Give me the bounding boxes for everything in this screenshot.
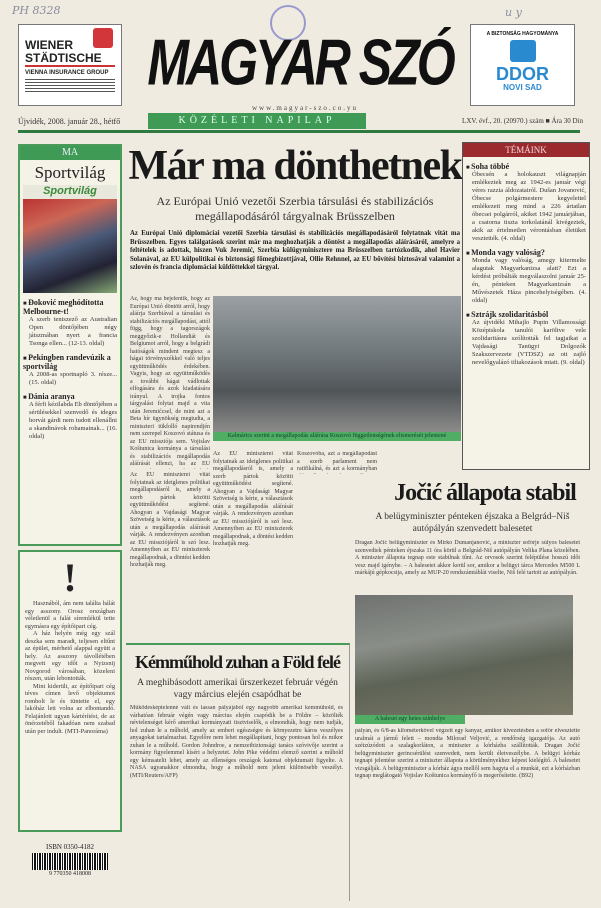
masthead-url: www.magyar-szo.co.yu bbox=[251, 104, 359, 112]
sport-item[interactable] bbox=[23, 353, 117, 387]
main-lead: Az Európai Unió diplomáciai vezetői Szerbia társulási és stabilizációs megállapodásáról folytatnak vitát ma Brüsszelben. Egyes találgatások szerint már ma meghozhatják a döntést a megállapodás aláírásáról, amelyre a feltételek is adottak, hiszen Vuk Jeremić, Szerbia külügyminisztere ma Brüsszelben tartózkodik, ahol Havier Solanával, az EU külpolitikai és biztonsági főmegbízottjával, Ollie Rehnnel, az EU bővítési biztosával valamint a szlovén és francia diplomáciai küldöttekkel tárgyal. bbox=[130, 230, 460, 271]
sport-item[interactable] bbox=[23, 298, 117, 348]
item-text: Az újvidéki Mihajlo Pupin Villamossági Középiskola tanulói karöltve vele szolidaritásra szólították fel tagjaikat a Vajdasági Tanügyi Dolgozók Szakszervezete (VTDSZ) az ott zajló nevelőgyalázó tiltakozások miatt. (9. oldal) bbox=[472, 319, 586, 366]
item-text: Monda vagy valóság, amegy kitermelte alagutak Magyarkanizsa alatt? Ezt a kérdést próbálták megválaszolni január 25-én, pénteken Magyarkanizsán a Művészetek Háza pincehelyiségében. (4. oldal) bbox=[472, 257, 586, 304]
topics-header: TÉMÁINK bbox=[463, 143, 589, 157]
topics-box bbox=[462, 142, 590, 470]
ad-line3: VIENNA INSURANCE GROUP bbox=[25, 70, 109, 76]
isbn-label: ISBN 0350-4182 bbox=[45, 843, 95, 851]
header-rule bbox=[18, 130, 580, 133]
main-deck: Az Európai Unió vezetői Szerbia társulási és stabilizációs megállapodásáról tárgyalnak Brüsszelben bbox=[156, 194, 434, 223]
barcode-digits: 9 770350 418008 bbox=[49, 871, 91, 877]
jocic-deck: A belügyminiszter pénteken éjszaka a Belgrád–Niš autópályán szenvedett balesetet bbox=[375, 512, 570, 534]
curiosity-box bbox=[18, 550, 122, 832]
jocic-body: pályán, és 6/8-as kilométerkővel végzett egy kanyar, amikor kivezetésben a sofőr elvesztette uralmát a jármű felett – mondta Milorad Veljović, a rendőrség igazgatója. Az autó szétzúzódott a szalagkorláton, a miniszter a kórházba szállították. Dragan Jočić belügyminiszter gerincsérülést szenvedett, nem került életveszélybe. A belügyi kórház tegnapi jelentése szerint a miniszter állapota a körülményekhez képest kielégítő. A balesetet vizsgálják. A belügyminiszter a kórház ágya mellől sem hagyta el a munkát, ezt a kórházban tegnap meglátogató Vojislav Koštunica kormányfő is megerősítette. (B92) bbox=[355, 728, 580, 779]
note-paragraph: Hasznából, ám nem találta hálát egy asszony. Orosz országban véletlenül a falát síremlékül tette egymásra egy építőipari cég. bbox=[25, 600, 115, 630]
sport-box-header: MA bbox=[20, 146, 120, 160]
ddor-city: NOVI SAD bbox=[503, 83, 542, 92]
sport-item[interactable] bbox=[23, 392, 117, 441]
exclamation-icon: ! bbox=[63, 555, 77, 600]
item-text: Óbecsén a holokauszt világnapján emlékeztek meg az 1942-es január végi véres razzia áldozatairól. Dušan Jovanović, Óbecse polgármestere kegyelettel emlékezett meg mind a 226 ártatlan óbecsei polgárról, akiket 1942 januárjában, a csatorna tiszta torkolatánál kivégeztek, akik az értelmetlen vérontásban életüket vesztették. (4. oldal) bbox=[472, 171, 586, 242]
sport-box bbox=[18, 144, 122, 546]
item-title: ■ Dánia aranya bbox=[23, 392, 117, 401]
item-text: A szerb teniszező az Australian Open döntőjében négy játszmában nyert a francia Tsonga ellen... (12-13. oldal) bbox=[29, 316, 117, 347]
main-column-1: Az, hogy ma bejelentik, hogy az Európai Unió döntött arról, hogy aláírja Szerbiával a társulási és stabilizációs megállapodást, attól függ, hogy a tagországok meggyőzik-e Hollandiát és Belgiumot arról, hogy a belgrádi hatóságok mindent megtesz a hágai törvényszékkel való teljes együttműködés érdekében. Vagyis, hogy az együttműködés a további hágai vádlottak elfogására és azok kiadatására irányul. A trojka fontos tárgyalást folytat majd a vita után Jeremićcsel, de mint azt a Beta hír ügynökség megtudta, a miniszteri tükfolló napirendjén nem szerepel Koszovó státusa és az EU missziója sem. Vojislav Koštunica kormánya a társulási és stabilizációs megállapodás aláírását ellenzi, ha az EU bbox=[130, 296, 210, 467]
item-title: ■ Pekingben randevúzik a sportvilág bbox=[23, 353, 117, 371]
masthead-subtitle: KÖZÉLETI NAPILAP bbox=[148, 113, 366, 129]
topic-item[interactable] bbox=[466, 248, 586, 305]
item-title: ■ Soha többé bbox=[466, 162, 586, 171]
ddor-ad bbox=[470, 24, 575, 106]
ddor-logo-icon bbox=[510, 40, 536, 62]
main-column-3: Koszovóba, azt a megállapodást a szerb parlament nem ratifikálná, és azt a kormányban bbox=[297, 451, 377, 472]
ad-fine-print bbox=[25, 79, 115, 93]
jocic-photo-caption: A baleset egy hetes színhelye bbox=[355, 715, 465, 724]
issue-date: Újvidék, 2008. január 28., hétfő bbox=[18, 117, 121, 126]
satellite-article bbox=[126, 643, 350, 901]
barcode bbox=[32, 853, 108, 870]
jocic-photo-highway bbox=[355, 595, 573, 715]
topic-item[interactable] bbox=[466, 162, 586, 243]
handwritten-note: PH 8328 bbox=[12, 4, 61, 17]
wiener-staedtische-ad bbox=[18, 24, 122, 106]
ddor-brand: DDOR bbox=[496, 64, 549, 84]
main-column-1b: Az EU miniszterei vitát folytatnak az ideiglenes politikai megállapodásról is, amely a szerb pártok közötti együttműködést segítené. Ahogyan a Vajdasági Magyar Szövetség is kérte, a választások után a megállapodás aláírását várják. A rendezvényen azonban az EU missziójáról is szó lesz. Amennyiben az EU miniszterek megállapodnak, a döntést kedden hozhatják meg. bbox=[130, 472, 210, 568]
satellite-deck: A meghibásodott amerikai űrszerkezet február végén vagy március elején csapódhat be bbox=[137, 678, 338, 700]
sportvilag-mag-logo: Sportvilág bbox=[23, 185, 117, 199]
ad-line2: STÄDTISCHE bbox=[25, 52, 115, 67]
jocic-headline: Jočić állapota stabil bbox=[394, 480, 576, 506]
handwritten-note-right: u y bbox=[505, 6, 522, 19]
satellite-headline: Kémműhold zuhan a Föld felé bbox=[134, 652, 340, 672]
item-title: ■ Sztrájk szolidaritásból bbox=[466, 310, 586, 319]
issue-number-price: LXV. évf., 20. (20970.) szám ■ Ára 30 Din bbox=[462, 117, 583, 125]
note-paragraph: A ház helyén még egy szál deszka sem maradt, teljesen eltűnt az épület, mérhető alappal együtt a hely. Az asszony távollétében megvett egy időt a Nyizsnij Novgorod városában, közeleni részen, után lebontották. bbox=[25, 630, 115, 682]
sport-cover-photo bbox=[23, 199, 117, 293]
main-column-2: Az EU miniszterei vitát folytatnak az ideiglenes politikai megállapodásról is, amely a szerb pártok közötti együttműködést segítené. Ahogyan a Vajdasági Magyar Szövetség is kérte, a választások után a megállapodás aláírását várják. A rendezvényen azonban az EU missziójáról is szó lesz. Amennyiben az EU miniszterek megállapodnak, a döntést kedden hozhatják meg. bbox=[213, 451, 293, 547]
jocic-lead: Dragan Jočić belügyminiszter és Mirko Dumanjanović, a miniszter sofőrje súlyos balesetet szenvedtek pénteken éjszaka 11 óra körül a Belgrád-Niš autópályán Velika Plana közelében. A miniszter állapota tegnap este stabilnak tűnt. Az orvosok szerint felépülése hosszú időt vesz majd igénybe. – A balesetet akkor kerül sor, amikor a belügyi tárca Mercedes M500 L márkájú gépkocsija, amely az MUP-20 rendszámtáblát viselte, Niš felé tartott az autópályán. bbox=[355, 540, 580, 576]
insurance-logo-icon bbox=[93, 28, 113, 48]
ddor-slogan: A BIZTONSÁG HAGYOMÁNYA bbox=[486, 31, 559, 37]
main-photo-eu-building bbox=[213, 296, 461, 432]
main-photo-caption: Kalmárics szerint a megállapodás aláírása Koszovó függetlenségének elismerését jelentené bbox=[213, 432, 461, 441]
item-title: ■ Đoković meghódította Melbourne-t! bbox=[23, 298, 117, 316]
sport-box-title: Sportvilág bbox=[34, 163, 106, 182]
masthead-title: MAGYAR SZÓ bbox=[147, 26, 453, 99]
ad-line1: WIENER bbox=[25, 38, 73, 52]
item-text: A férfi kézilabda Eb döntőjében a sérülésekkel szenvedő és ideges horvát gárdi nem tudott ellenállni a skandinávok rohamainak... (16. oldal) bbox=[29, 401, 117, 440]
item-text: A 2008-as sportnapló 3. része... (15. oldal) bbox=[29, 371, 117, 386]
item-title: ■ Monda vagy valóság? bbox=[466, 248, 586, 257]
note-paragraph: Mint kiderült, az építőipari cég téves címen levő objektumot rombolt le és tüntette el, egy lakóház lett volna az elbontandó. Felajánlott ugyan kártérítést, de az önérzetéből fakadóan nem szabad után per indult. (MTI-Panoráma) bbox=[25, 682, 115, 735]
topic-item[interactable] bbox=[466, 310, 586, 367]
satellite-body: Működésképtelenné vált és lassan pályájából egy nagyobb amerikai kémműhold, és várhatóan február végén vagy március elején csapódik be a Földre – közölték névtelenséget kérő amerikai kormányzati tisztviselők, a elmondták, hogy nem tudják, hol zuhan le a műhold, amely az emberi egészségre és környezetre káros veszélyes anyagokat tartalmazhat. Egyelőre nem lehet megállapítani, hogy pontosan hol és mikor zuhan le a műhold. Gordon Johndroe, a nemzetbiztonsági tanács szóvivője szerint a kormány figyelemmel kíséri a helyzetet. John Pike védelmi elemző szerint a műhold egy kémsatelit lehet, amely az ellenséges országok katonai objektumait figyelte. A NASA ugyanakkor elmondta, hogy a műhold nem jelent különösebb veszélyt. (MTI/Reuters/AFP) bbox=[130, 705, 343, 779]
main-headline: Már ma dönthetnek bbox=[128, 143, 462, 189]
